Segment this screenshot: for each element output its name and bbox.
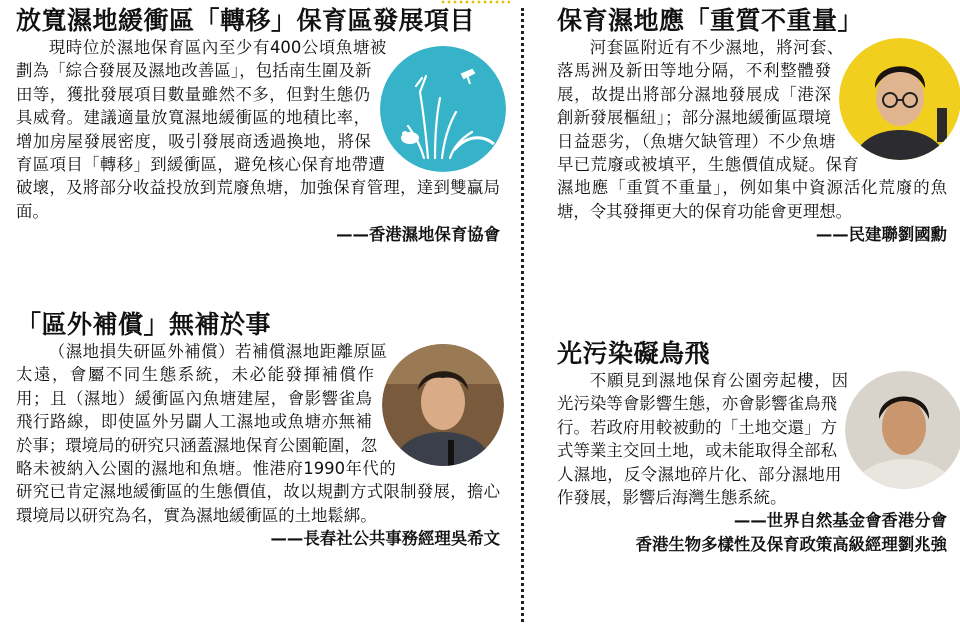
- column-divider: [521, 8, 524, 622]
- top-decorative-dots: [440, 0, 510, 4]
- section-signature: ——長春社公共事務經理吳希文: [270, 529, 500, 549]
- section-body: 不願見到濕地保育公園旁起樓，因光污染等會影響生態，亦會影響雀鳥飛行。若政府用較被動的「土地交還」方式等業主交回土地，或未能取得全部私人濕地，反令濕地碎片化、部分濕地用作發展，影響后海灣生態系統。: [557, 371, 849, 508]
- section-body: （濕地損失研區外補償）若補償濕地距離原區太遠，會屬不同生態系統，未必能發揮補償作用；且（濕地）緩衝區內魚塘建屋，會影響雀鳥飛行路線，即使區外另闢人工濕地或魚塘亦無補於事；環境局的研究只涵蓋濕地保育公園範圍，忽略未被納入公園的濕地和魚塘。惟港府1990年代的研究已肯定濕地緩衝區的生態價值，故以規劃方式限制發展，擔心環境局以研究為名，實為濕地緩衝區的土地鬆綁。: [16, 342, 500, 525]
- section-signature-title: 香港生物多樣性及保育政策高級經理劉兆強: [635, 534, 947, 554]
- section-signature: ——香港濕地保育協會: [336, 225, 500, 245]
- section-signature: ——世界自然基金會香港分會: [733, 511, 947, 531]
- section-light-pollution: [557, 339, 947, 556]
- section-title: 「區外補償」無補於事: [16, 310, 272, 339]
- section-title: 保育濕地應「重質不重量」: [557, 6, 864, 35]
- wetland-association-logo-icon: [380, 46, 506, 172]
- portrait-lau-shiu-keung-image: [845, 371, 960, 489]
- section-body: 河套區附近有不少濕地，將河套、落馬洲及新田等地分隔，不利整體發展，故提出將部分濕地發展成「港深創新發展樞紐」；部分濕地緩衝區環境日益惡劣，（魚塘欠缺管理）不少魚塘早已荒廢或被填平，生態價值成疑。保育濕地應「重質不重量」，例如集中資源活化荒廢的魚塘，令其發揮更大的保育功能會更理想。: [557, 38, 947, 221]
- section-quality-not-quantity: [557, 6, 947, 247]
- section-buffer-zone: [16, 6, 500, 247]
- section-title: 光污染礙鳥飛: [557, 339, 711, 368]
- portrait-lau-kwok-fan-image: [839, 38, 960, 160]
- section-offsite-compensation: [16, 310, 500, 551]
- section-body: 現時位於濕地保育區內至少有400公頃魚塘被劃為「綜合發展及濕地改善區」，包括南生圍及新田等，獲批發展項目數量雖然不多，但對生態仍具威脅。建議適量放寬濕地緩衝區的地積比率，增加房屋發展密度，吸引發展商透過換地，將保育區項目「轉移」到緩衝區，避免核心保育地帶遭破壞，及將部分收益投放到荒廢魚塘，加強保育管理，達到雙贏局面。: [16, 38, 500, 221]
- section-title: 放寬濕地緩衝區「轉移」保育區發展項目: [16, 6, 476, 35]
- portrait-ng-hei-man-image: [382, 344, 504, 466]
- section-signature: ——民建聯劉國勳: [815, 225, 947, 245]
